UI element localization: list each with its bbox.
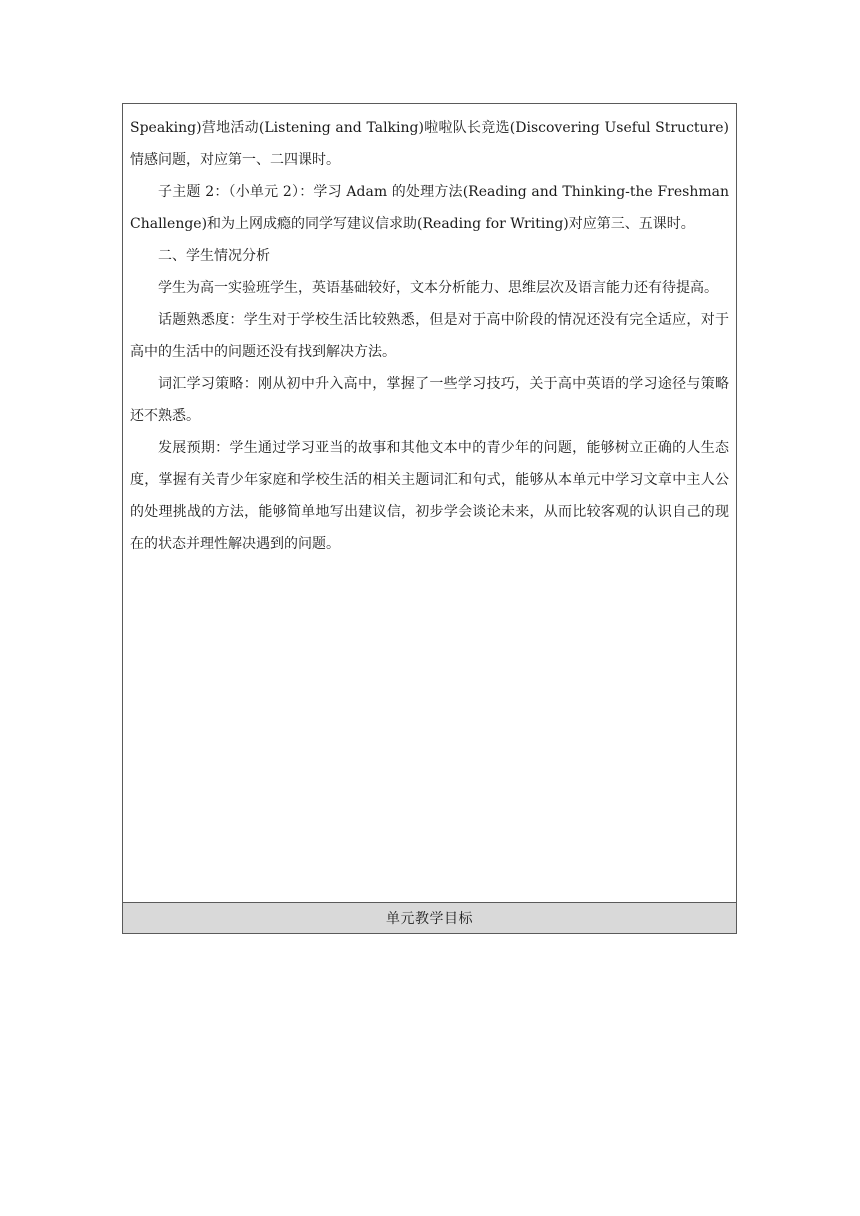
paragraph-development-expectation: 发展预期：学生通过学习亚当的故事和其他文本中的青少年的问题，能够树立正确的人生态度，掌握有关青少年家庭和学校生活的相关主题词汇和句式，能够从本单元中学习文章中主人公的处理挑战的方法，能够简单地写出建议信，初步学会谈论未来，从而比较客观的认识自己的现在的状态并理性解决遇到的问题。 <box>130 440 729 552</box>
paragraph-topic-familiarity: 话题熟悉度：学生对于学校生活比较熟悉，但是对于高中阶段的情况还没有完全适应，对于高中的生活中的问题还没有找到解决方法。 <box>130 312 729 360</box>
document-table <box>122 103 737 934</box>
table-footer-row <box>123 902 736 933</box>
paragraph-unit-subtopic-1-tail: Speaking)营地活动(Listening and Talking)啦啦队长竞选(Discovering Useful Structure)情感问题，对应第一、二四课时。 <box>130 120 729 168</box>
footer-label-unit-teaching-goals: 单元教学目标 <box>386 911 473 927</box>
paragraph-student-profile: 学生为高一实验班学生，英语基础较好，文本分析能力、思维层次及语言能力还有待提高。 <box>158 280 718 296</box>
paragraph-vocabulary-strategy: 词汇学习策略：刚从初中升入高中，掌握了一些学习技巧，关于高中英语的学习途径与策略还不熟悉。 <box>130 376 729 424</box>
paragraph-subtopic-2: 子主题 2：（小单元 2）：学习 Adam 的处理方法(Reading and Thinking-the Freshman Challenge)和为上网成瘾的同学写建议信求助(Reading for Writing)对应第三、五课时。 <box>130 184 729 232</box>
content-cell <box>123 104 736 903</box>
section-heading-student-analysis: 二、学生情况分析 <box>158 248 270 264</box>
